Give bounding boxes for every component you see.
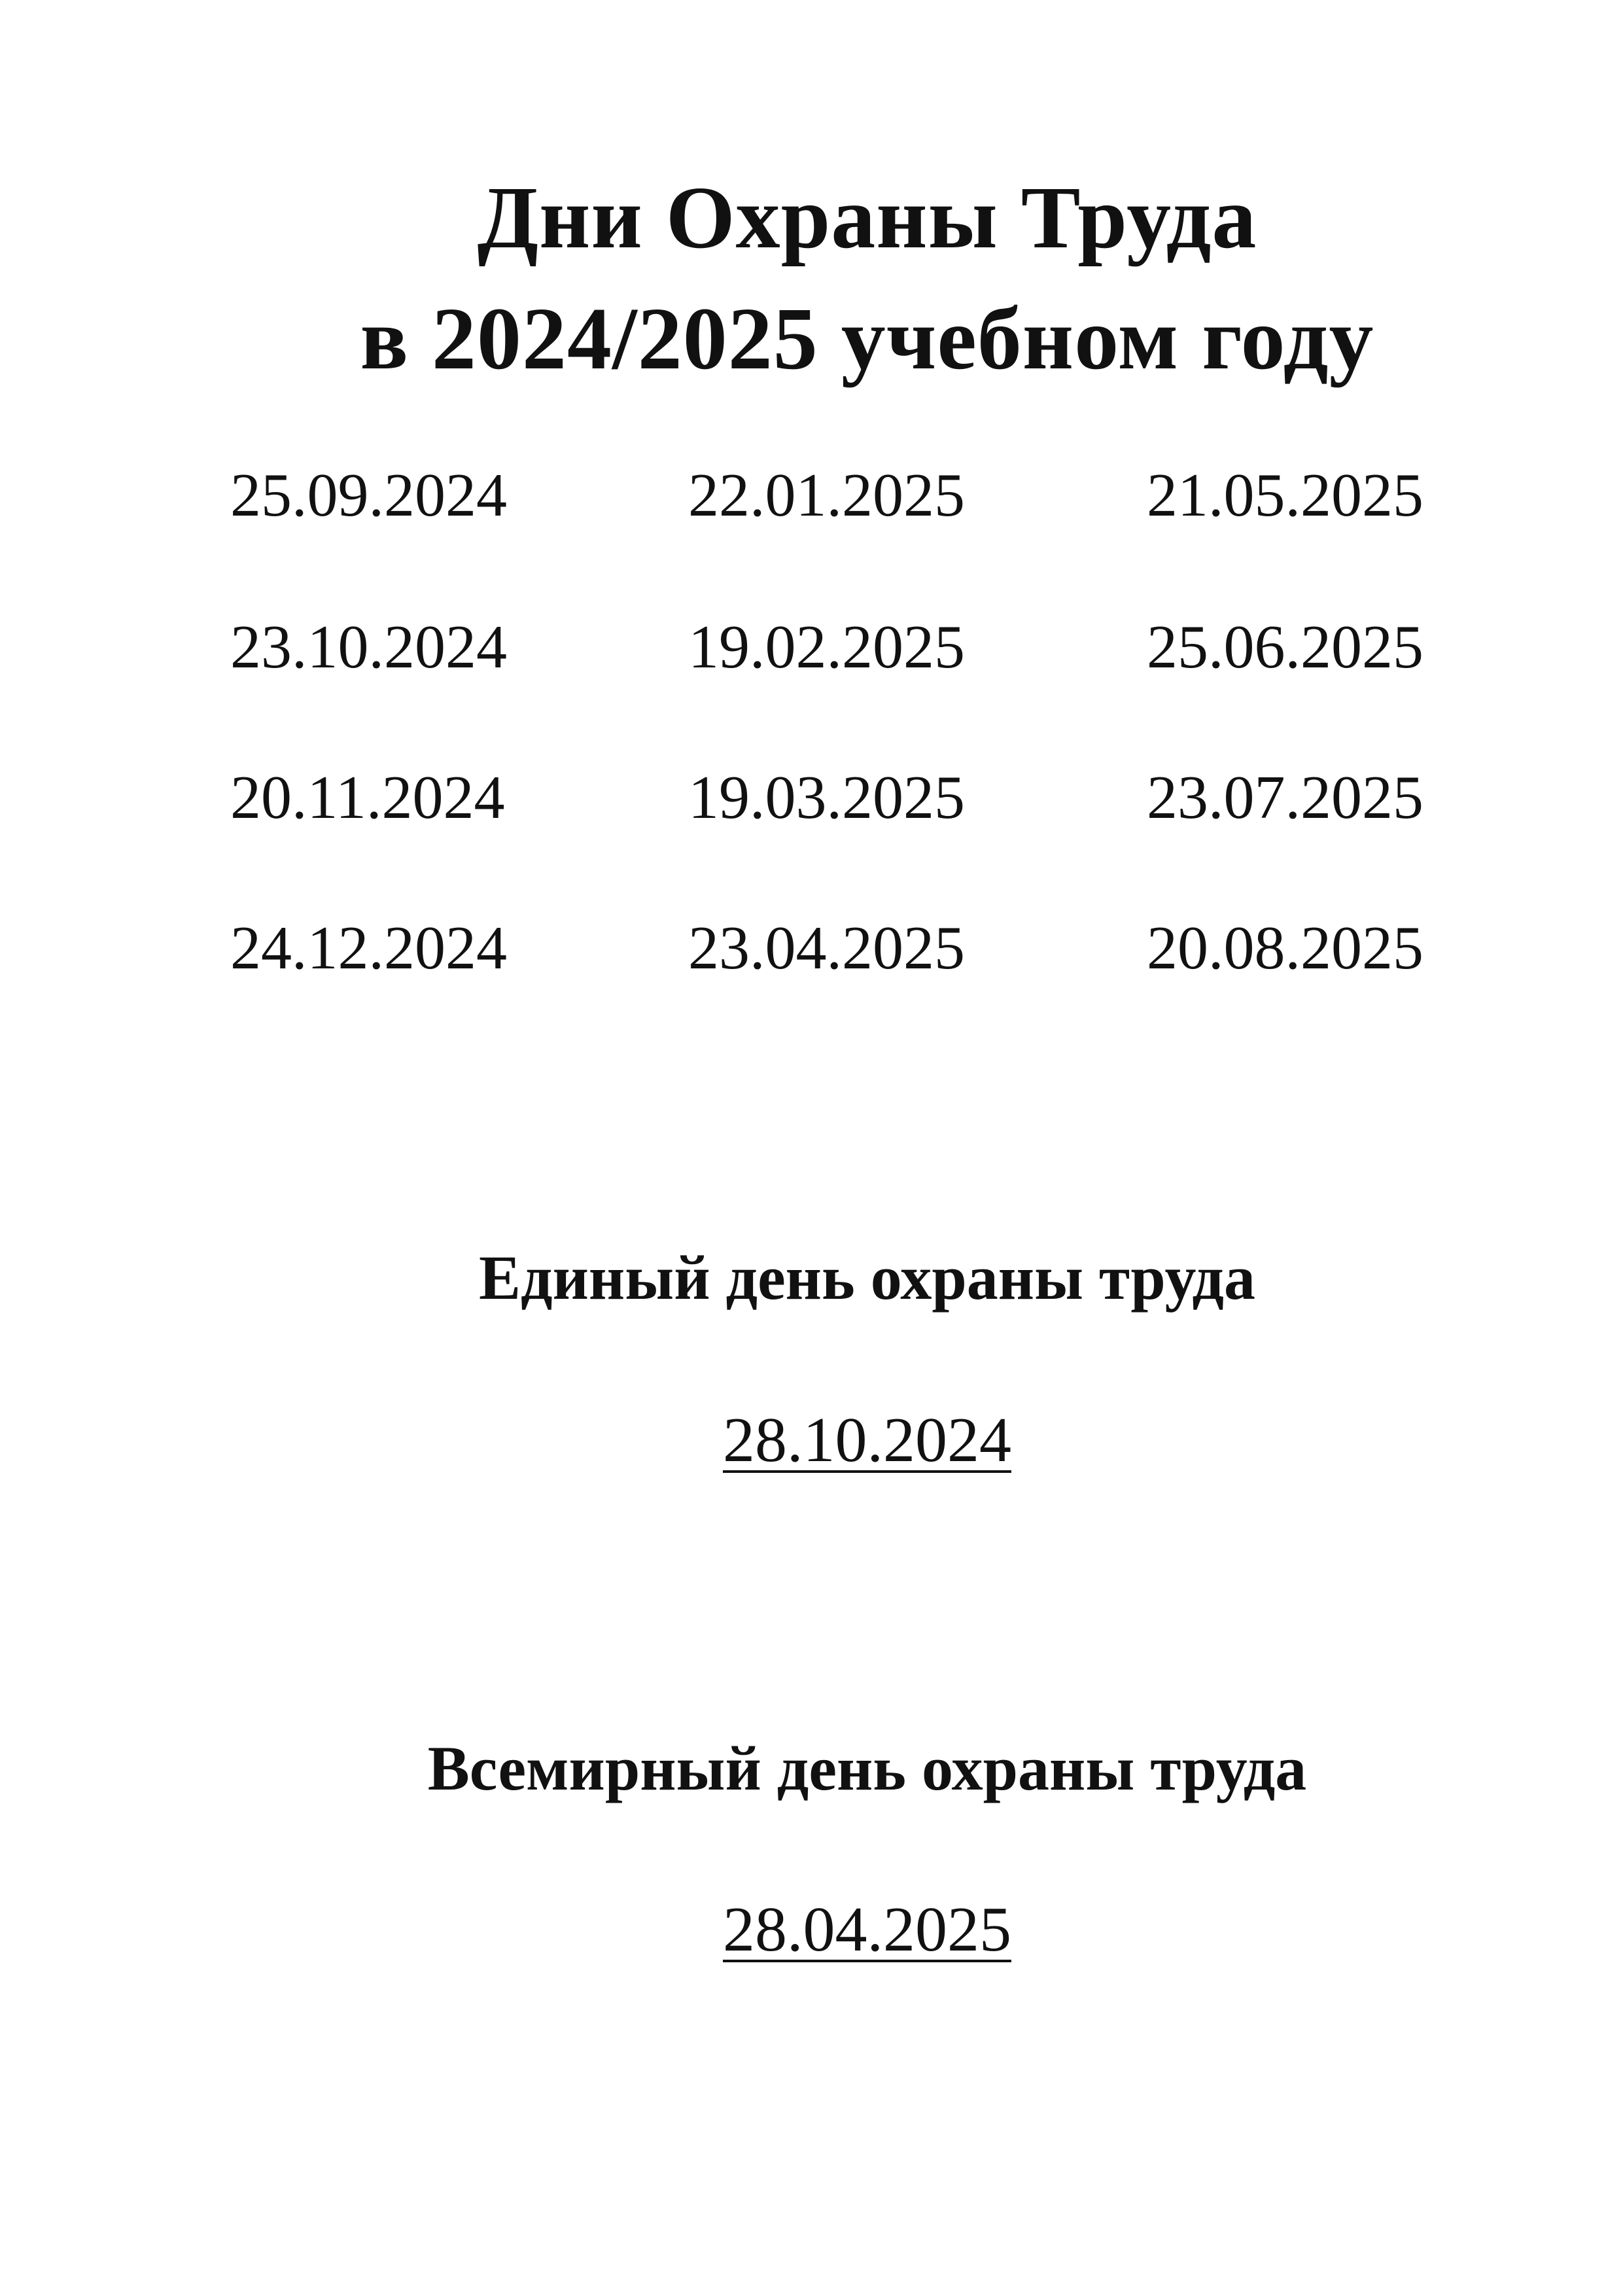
unified-day-date <box>56 1405 1623 1475</box>
page-title-line-2: в 2024/2025 учебном году <box>360 290 1374 388</box>
date-item: 25.09.2024 <box>230 461 507 529</box>
date-item: 22.01.2025 <box>688 461 965 529</box>
date-item: 21.05.2025 <box>1147 461 1423 529</box>
date-item: 23.07.2025 <box>1147 764 1423 832</box>
date-item: 23.04.2025 <box>688 914 965 982</box>
date-item: 24.12.2024 <box>230 914 507 982</box>
date-item: 19.03.2025 <box>688 764 965 832</box>
unified-day-heading: Единый день охраны труда <box>479 1243 1255 1313</box>
world-day-heading: Всемирный день охраны труда <box>427 1733 1307 1803</box>
date-item: 23.10.2024 <box>230 613 507 681</box>
date-item: 20.11.2024 <box>230 764 505 832</box>
page-title-line-1: Дни Охраны Труда <box>477 169 1257 267</box>
unified-day-date-text: 28.10.2024 <box>723 1405 1011 1475</box>
world-day-date <box>56 1894 1623 1965</box>
date-item: 20.08.2025 <box>1147 914 1423 982</box>
world-day-date-text: 28.04.2025 <box>723 1894 1011 1965</box>
date-item: 25.06.2025 <box>1147 613 1423 681</box>
date-item: 19.02.2025 <box>688 613 965 681</box>
